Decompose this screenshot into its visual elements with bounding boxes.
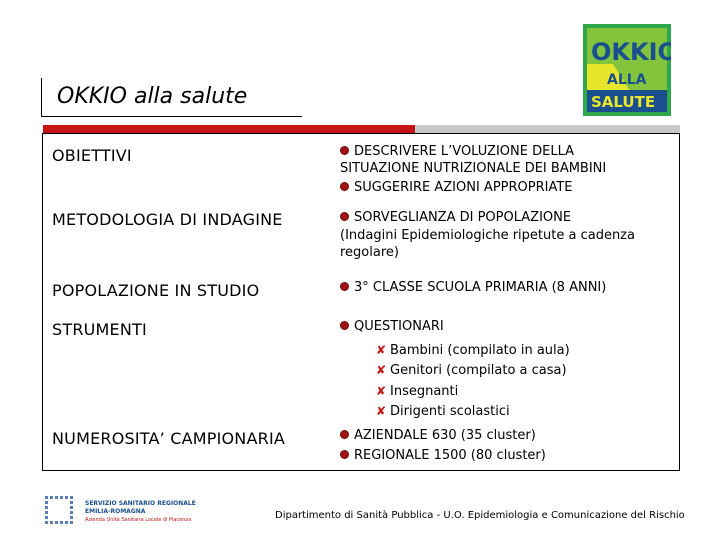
label-popolazione: POPOLAZIONE IN STUDIO	[52, 281, 260, 300]
obiettivi-item-1: DESCRIVERE L’VOLUZIONE DELLA	[340, 143, 574, 160]
strumenti-subitem: ✘ Bambini (compilato in aula)	[376, 343, 570, 358]
ssr-emblem-icon	[43, 494, 83, 528]
metodologia-item-1-cont2: regolare)	[340, 245, 399, 260]
cross-icon: ✘	[376, 343, 387, 357]
label-obiettivi: OBIETTIVI	[52, 146, 132, 165]
metodologia-item-1: SORVEGLIANZA DI POPOLAZIONE	[340, 209, 571, 226]
ssr-logo-line1: SERVIZIO SANITARIO REGIONALE	[85, 500, 196, 507]
okkio-logo	[583, 24, 671, 116]
bullet-icon	[340, 182, 349, 191]
logo-text-alla: ALLA	[607, 72, 647, 88]
footer-department: Dipartimento di Sanità Pubblica - U.O. Epidemiologia e Comunicazione del Rischio	[275, 510, 685, 521]
numerosita-item-2: REGIONALE 1500 (80 cluster)	[340, 447, 546, 464]
ssr-logo-line3: Azienda Unità Sanitaria Locale di Piacenza	[85, 517, 192, 523]
strumenti-item-1: QUESTIONARI	[340, 318, 444, 335]
title-rule-red	[43, 125, 415, 133]
label-metodologia: METODOLOGIA DI INDAGINE	[52, 210, 283, 229]
cross-icon: ✘	[376, 384, 387, 398]
bullet-icon	[340, 321, 349, 330]
strumenti-subitem: ✘ Insegnanti	[376, 384, 459, 399]
strumenti-subitem: ✘ Dirigenti scolastici	[376, 404, 510, 419]
cross-icon: ✘	[376, 404, 387, 418]
strumenti-subitem: ✘ Genitori (compilato a casa)	[376, 363, 567, 378]
popolazione-item-1: 3° CLASSE SCUOLA PRIMARIA (8 ANNI)	[340, 279, 606, 296]
bullet-icon	[340, 450, 349, 459]
ssr-logo-line2: EMILIA-ROMAGNA	[85, 508, 146, 515]
label-strumenti: STRUMENTI	[52, 320, 147, 339]
logo-text-salute: SALUTE	[591, 93, 656, 111]
bullet-icon	[340, 430, 349, 439]
page-title: OKKIO alla salute	[57, 84, 248, 109]
title-rule-gray	[415, 125, 680, 133]
logo-text-okkio: OKKIO	[591, 38, 671, 66]
cross-icon: ✘	[376, 363, 387, 377]
obiettivi-item-2: SUGGERIRE AZIONI APPROPRIATE	[340, 179, 573, 196]
bullet-icon	[340, 282, 349, 291]
obiettivi-item-1-cont: SITUAZIONE NUTRIZIONALE DEI BAMBINI	[340, 161, 607, 176]
bullet-icon	[340, 146, 349, 155]
bullet-icon	[340, 212, 349, 221]
numerosita-item-1: AZIENDALE 630 (35 cluster)	[340, 427, 536, 444]
label-numerosita: NUMEROSITA’ CAMPIONARIA	[52, 429, 286, 448]
metodologia-item-1-cont: (Indagini Epidemiologiche ripetute a cadenza	[340, 228, 635, 243]
ssr-logo	[43, 494, 196, 528]
